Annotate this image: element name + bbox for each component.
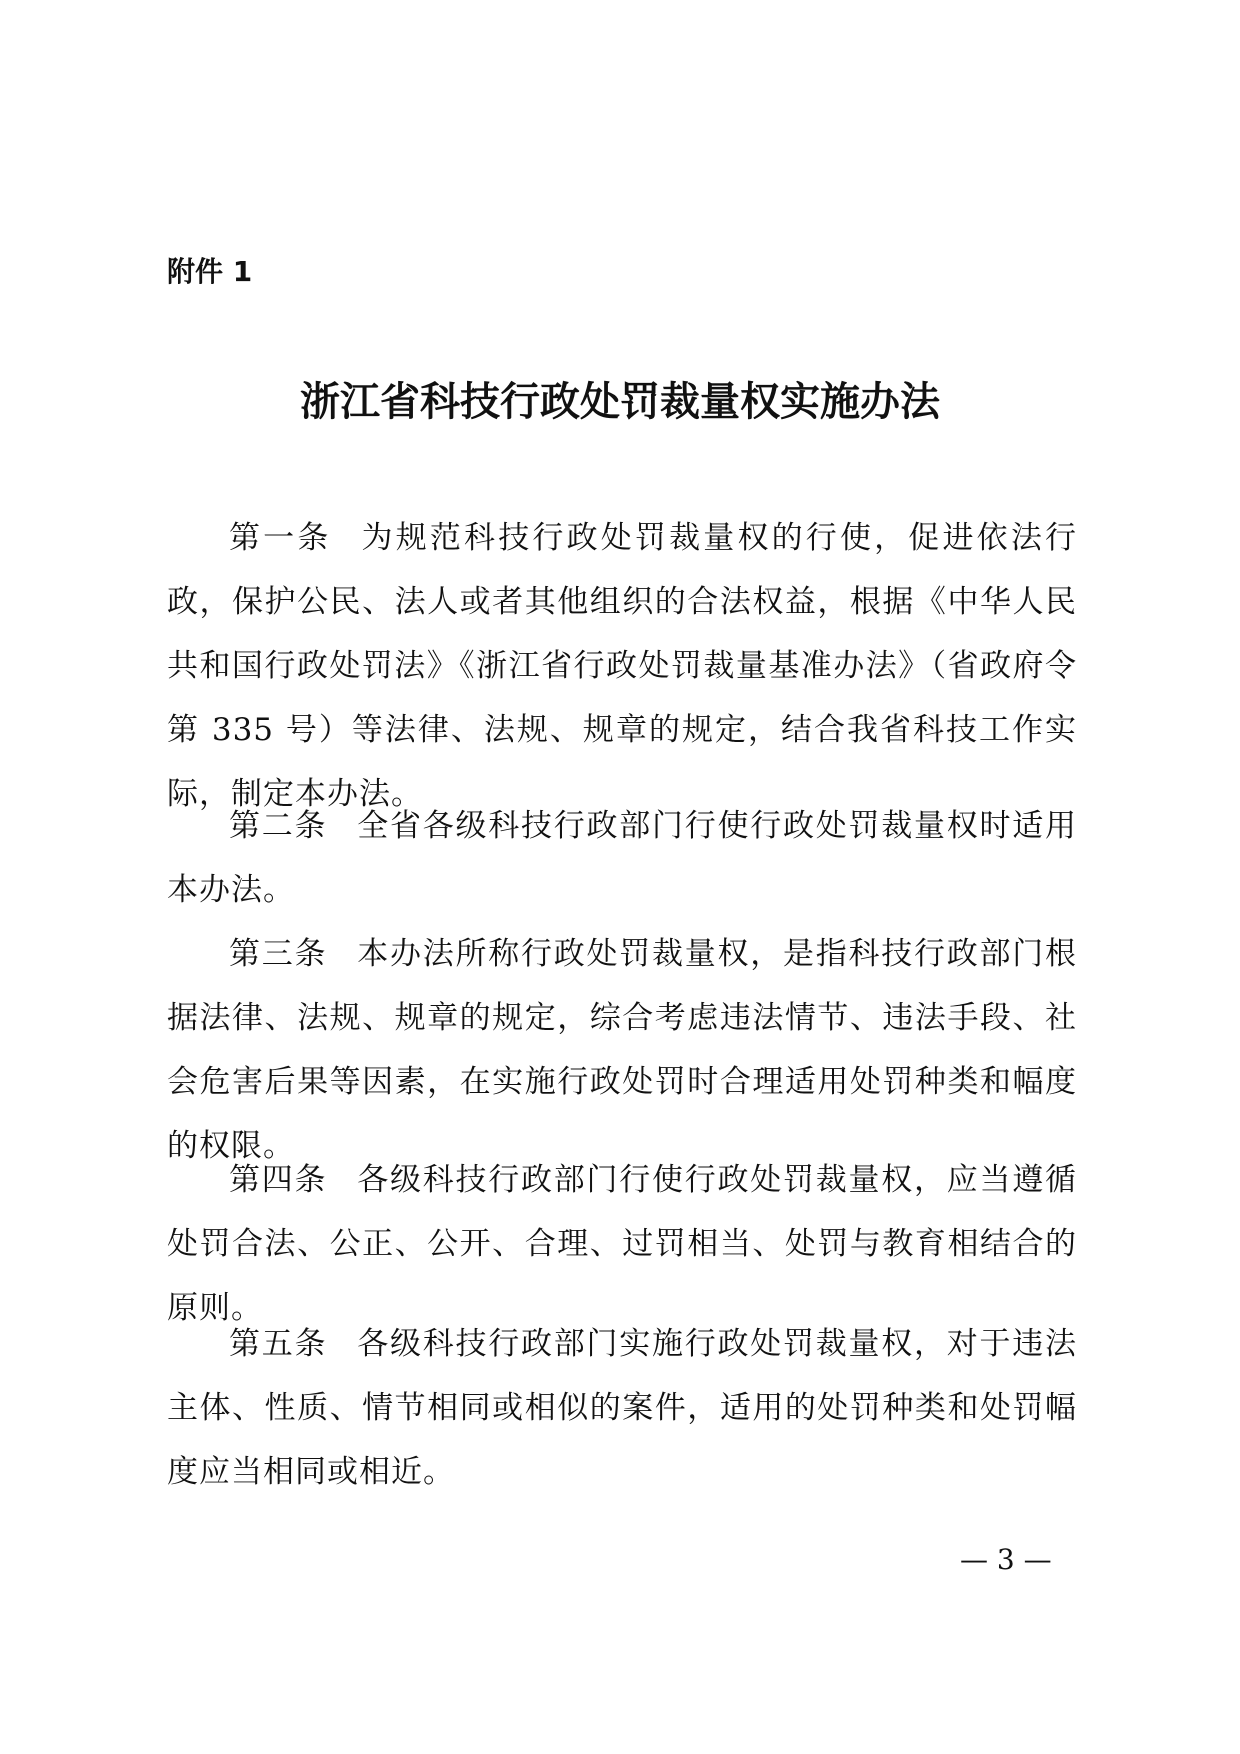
article-text: 各级科技行政部门行使行政处罚裁量权，应当遵循处罚合法、公正、公开、合理、过罚相当、处罚与教育相结合的原则。 (167, 1162, 1077, 1326)
article-text: 各级科技行政部门实施行政处罚裁量权，对于违法主体、性质、情节相同或相似的案件，适用的处罚种类和处罚幅度应当相同或相近。 (167, 1326, 1077, 1490)
attachment-label: 附件 1 (167, 255, 253, 288)
page-number: — 3 — (960, 1543, 1052, 1576)
article-number: 第四条 (229, 1162, 328, 1198)
document-title: 浙江省科技行政处罚裁量权实施办法 (300, 379, 940, 425)
article-text: 本办法所称行政处罚裁量权，是指科技行政部门根据法律、法规、规章的规定，综合考虑违法情节、违法手段、社会危害后果等因素，在实施行政处罚时合理适用处罚种类和幅度的权限。 (167, 936, 1077, 1164)
article-number: 第一条 (229, 520, 332, 556)
article-text: 为规范科技行政处罚裁量权的行使，促进依法行政，保护公民、法人或者其他组织的合法权益，根据《中华人民共和国行政处罚法》《浙江省行政处罚裁量基准办法》（省政府令第 335 号）等法律、法规、规章的规定，结合我省科技工作实际，制定本办法。 (167, 520, 1078, 812)
article-2 (167, 794, 1077, 922)
article-text: 全省各级科技行政部门行使行政处罚裁量权时适用本办法。 (167, 808, 1077, 908)
article-1 (167, 506, 1077, 826)
article-3 (167, 922, 1077, 1178)
article-5 (167, 1312, 1077, 1504)
article-number: 第三条 (229, 936, 328, 972)
article-number: 第五条 (229, 1326, 328, 1362)
article-number: 第二条 (229, 808, 328, 844)
